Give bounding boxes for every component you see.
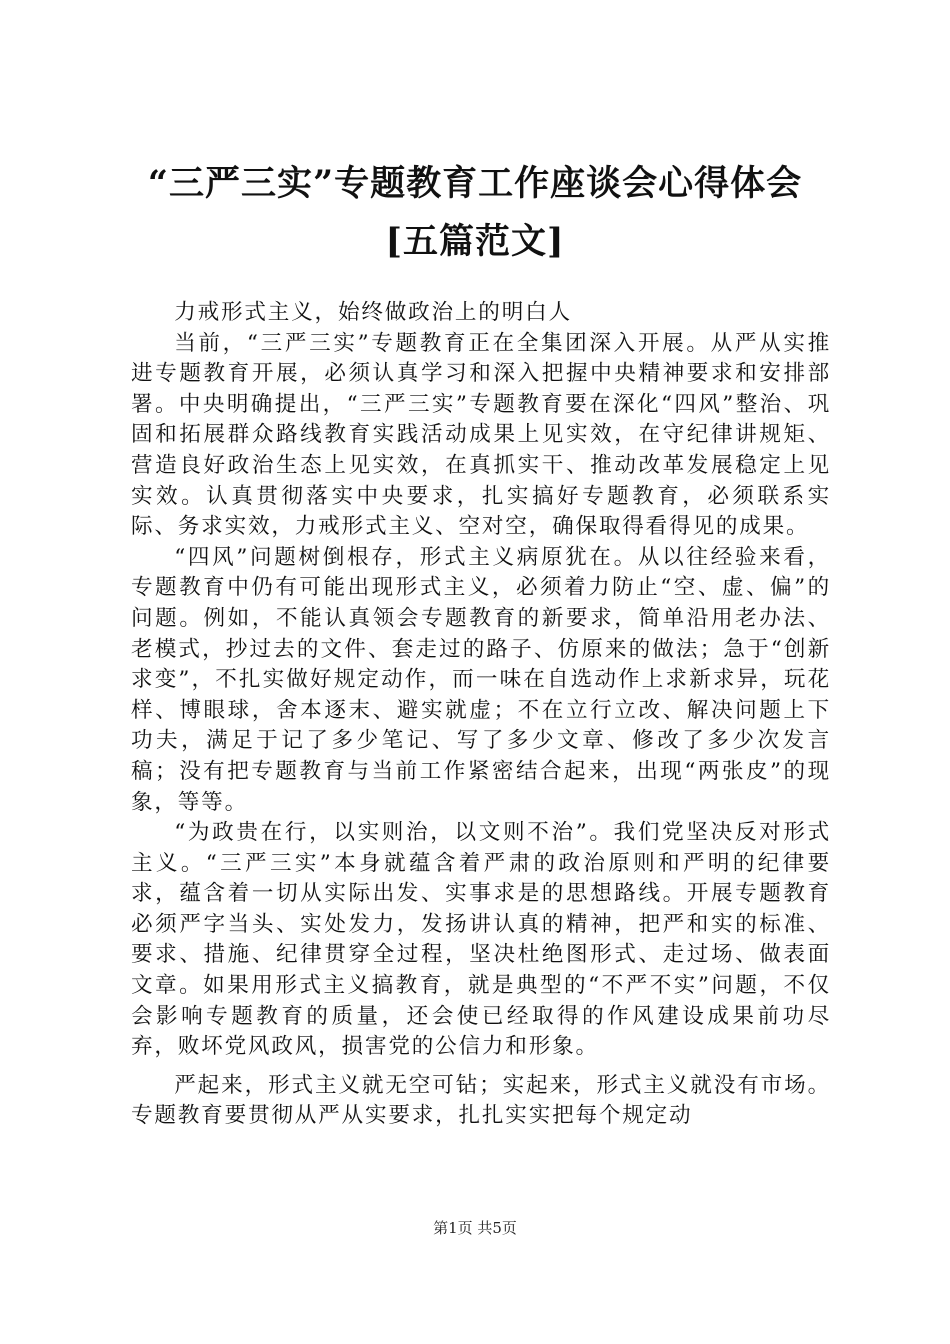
paragraph-4: 严起来，形式主义就无空可钻；实起来，形式主义就没有市场。专题教育要贯彻从严从实要求，扎扎实实把每个规定动 (131, 1072, 831, 1129)
document-title-line-2: [五篇范文] (385, 221, 565, 262)
document-body (131, 298, 831, 1132)
page-footer: 第1页 共5页 (433, 1219, 517, 1237)
paragraph-3: “为政贵在行，以实则治，以文则不治”。我们党坚决反对形式主义。“三严三实”本身就蕴含着严肃的政治原则和严明的纪律要求，蕴含着一切从实际出发、实事求是的思想路线。开展专题教育必须严字当头、实处发力，发扬讲认真的精神，把严和实的标准、要求、措施、纪律贯穿全过程，坚决杜绝图形式、走过场、做表面文章。如果用形式主义搞教育，就是典型的“不严不实”问题，不仅会影响专题教育的质量，还会使已经取得的作风建设成果前功尽弃，败坏党风政风，损害党的公信力和形象。 (131, 820, 831, 1060)
paragraph-subtitle: 力戒形式主义，始终做政治上的明白人 (174, 300, 572, 325)
document-title-line-1: “三严三实”专题教育工作座谈会心得体会 (147, 163, 803, 204)
paragraph-1: 当前，“三严三实”专题教育正在全集团深入开展。从严从实推进专题教育开展，必须认真学习和深入把握中央精神要求和安排部署。中央明确提出，“三严三实”专题教育要在深化“四风”整治、巩固和拓展群众路线教育实践活动成果上见实效，在守纪律讲规矩、营造良好政治生态上见实效，在真抓实干、推动改革发展稳定上见实效。认真贯彻落实中央要求，扎实搞好专题教育，必须联系实际、务求实效，力戒形式主义、空对空，确保取得看得见的成果。 (131, 330, 831, 540)
paragraph-2: “四风”问题树倒根存，形式主义病原犹在。从以往经验来看，专题教育中仍有可能出现形式主义，必须着力防止“空、虚、偏”的问题。例如，不能认真领会专题教育的新要求，简单沿用老办法、老模式，抄过去的文件、套走过的路子、仿原来的做法；急于“创新求变”，不扎实做好规定动作，而一味在自选动作上求新求异，玩花样、博眼球，舍本逐末、避实就虚；不在立行立改、解决问题上下功夫，满足于记了多少笔记、写了多少文章、修改了多少次发言稿；没有把专题教育与当前工作紧密结合起来，出现“两张皮”的现象，等等。 (131, 544, 831, 815)
